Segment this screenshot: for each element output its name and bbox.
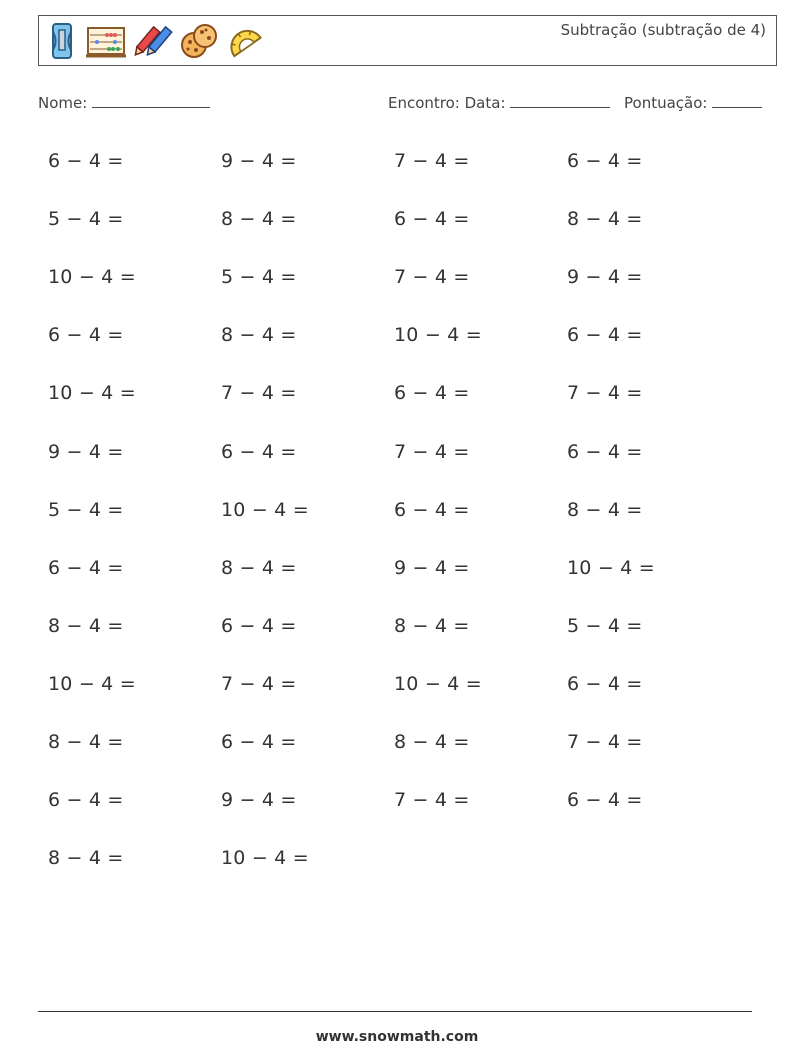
problem-item: 10 − 4 = (221, 498, 309, 521)
problem-item: 7 − 4 = (221, 382, 297, 405)
problem-item: 8 − 4 = (394, 614, 470, 637)
header-icons (45, 20, 263, 62)
problem-item: 6 − 4 = (48, 150, 124, 172)
problem-item: 7 − 4 = (567, 382, 643, 405)
problem-item: 7 − 4 = (567, 731, 643, 753)
problem-item: 5 − 4 = (221, 266, 297, 289)
problem-item: 7 − 4 = (394, 789, 470, 812)
problem-item: 7 − 4 = (221, 672, 297, 695)
worksheet-header (38, 15, 777, 66)
problem-item: 10 − 4 = (394, 324, 482, 347)
name-blank[interactable] (92, 93, 210, 108)
problem-item: 6 − 4 = (567, 672, 643, 695)
score-label: Pontuação: (624, 94, 708, 112)
problem-item: 10 − 4 = (567, 556, 655, 579)
problem-item: 5 − 4 = (567, 614, 643, 637)
protractor-icon (225, 22, 263, 60)
problem-item: 6 − 4 = (394, 208, 470, 231)
encounter-date-label: Encontro: Data: (388, 94, 506, 112)
problem-item: 8 − 4 = (221, 556, 297, 579)
problem-item: 6 − 4 = (48, 789, 124, 812)
problem-item: 6 − 4 = (221, 731, 297, 753)
problem-item: 6 − 4 = (394, 498, 470, 521)
problem-item: 9 − 4 = (48, 440, 124, 463)
name-field (38, 93, 210, 112)
date-blank[interactable] (510, 93, 610, 108)
worksheet-title: Subtração (subtração de 4) (560, 21, 766, 39)
problem-item: 8 − 4 = (221, 208, 297, 231)
problem-item: 8 − 4 = (48, 847, 124, 870)
problem-item: 5 − 4 = (48, 498, 124, 521)
name-label: Nome: (38, 94, 88, 112)
cookies-icon (179, 22, 219, 60)
problem-item: 8 − 4 = (567, 498, 643, 521)
problem-item: 6 − 4 = (221, 440, 297, 463)
problem-item: 9 − 4 = (221, 150, 297, 172)
sharpener-icon (45, 22, 79, 60)
problem-item: 9 − 4 = (221, 789, 297, 812)
problem-item: 10 − 4 = (394, 672, 482, 695)
footer-divider (38, 1011, 752, 1012)
score-field (624, 93, 762, 112)
problem-item: 6 − 4 = (567, 789, 643, 812)
problem-item: 6 − 4 = (394, 382, 470, 405)
problem-item: 10 − 4 = (48, 382, 136, 405)
problem-item: 10 − 4 = (221, 847, 309, 870)
score-blank[interactable] (712, 93, 762, 108)
problem-item: 7 − 4 = (394, 150, 470, 172)
footer-site: www.snowmath.com (315, 1029, 479, 1045)
crayons-icon (133, 22, 173, 60)
problem-item: 6 − 4 = (48, 556, 124, 579)
problem-item: 10 − 4 = (48, 672, 136, 695)
abacus-icon (85, 22, 127, 60)
problem-item: 6 − 4 = (567, 150, 643, 172)
problem-item: 10 − 4 = (48, 266, 136, 289)
problem-item: 6 − 4 = (221, 614, 297, 637)
problem-item: 9 − 4 = (394, 556, 470, 579)
problem-item: 8 − 4 = (221, 324, 297, 347)
problem-item: 6 − 4 = (567, 440, 643, 463)
problem-item: 5 − 4 = (48, 208, 124, 231)
problem-item: 6 − 4 = (567, 324, 643, 347)
problem-item: 8 − 4 = (394, 731, 470, 753)
problem-item: 8 − 4 = (567, 208, 643, 231)
problem-item: 6 − 4 = (48, 324, 124, 347)
problem-item: 7 − 4 = (394, 440, 470, 463)
problem-item: 8 − 4 = (48, 614, 124, 637)
problem-item: 7 − 4 = (394, 266, 470, 289)
problem-item: 9 − 4 = (567, 266, 643, 289)
problem-item: 8 − 4 = (48, 731, 124, 753)
encounter-date-field (388, 93, 610, 112)
